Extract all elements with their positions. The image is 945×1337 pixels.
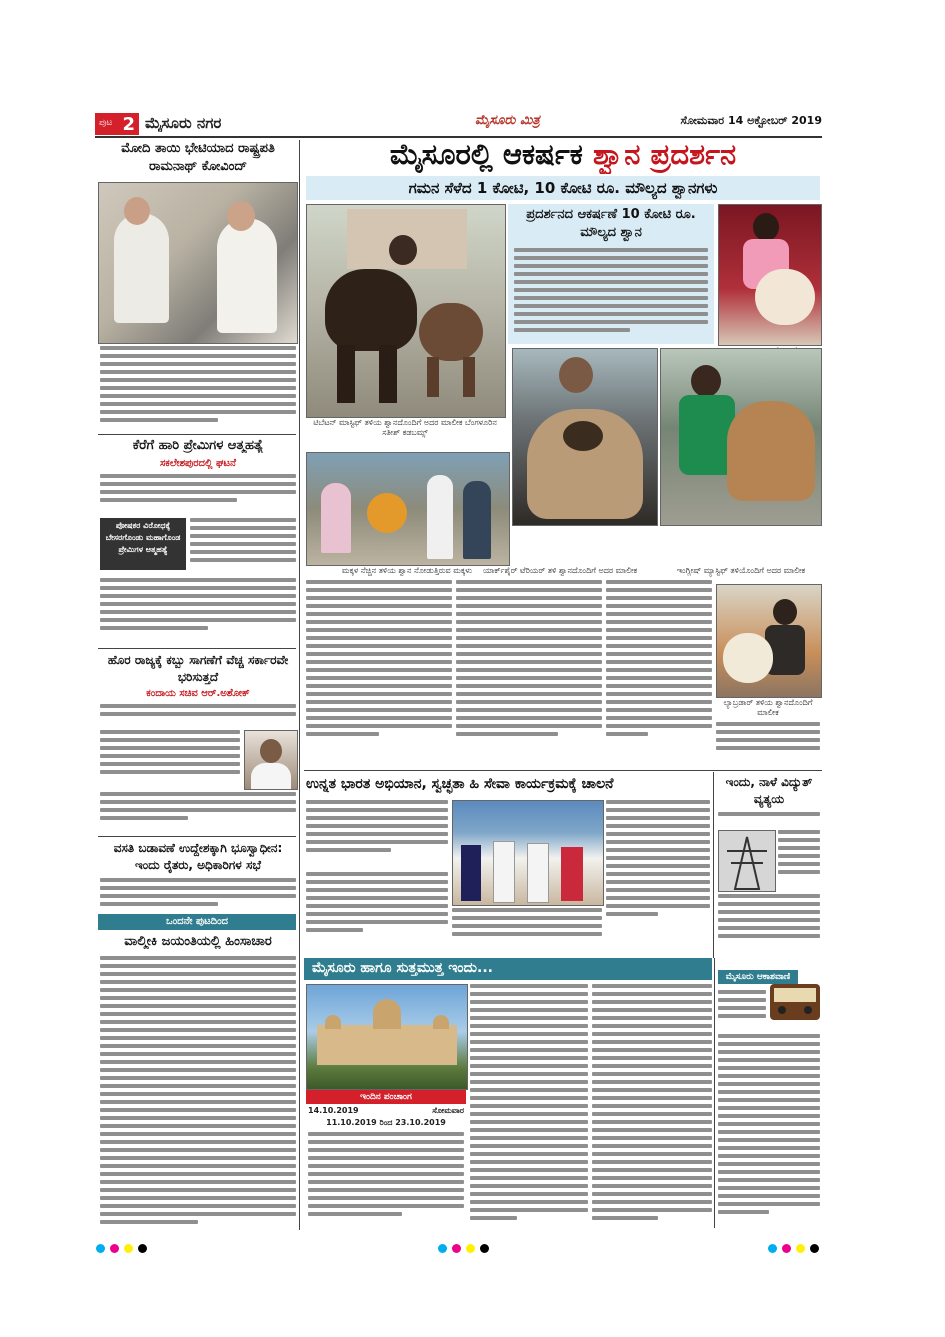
unnatha-body-col1: [306, 800, 448, 870]
lead-subheadline: [306, 176, 820, 200]
story4-headline: ವಸತಿ ಬಡಾವಣೆ ಉದ್ದೇಶಕ್ಕಾಗಿ ಭೂಸ್ವಾಧೀನ: ಇಂದು ರೈತರು, ಅಧಿಕಾರಿಗಳ ಸಭೆ: [113, 841, 283, 872]
color-marks-center: [438, 1244, 498, 1254]
panchanga-range: 11.10.2019 ರಿಂದ 23.10.2019: [326, 1118, 446, 1127]
panchanga-box: [306, 1090, 466, 1224]
story5-headline: ವಾಲ್ಮೀಕಿ ಜಯಂತಿಯಲ್ಲಿ ಹಿಂಸಾಚಾರ: [124, 934, 272, 949]
story2-body-right: [190, 518, 296, 574]
divider: [98, 434, 296, 435]
lead-headline-part2: ಶ್ವಾನ ಪ್ರದರ್ಶನ: [592, 137, 737, 171]
divider: [304, 770, 822, 771]
events-col1: [470, 984, 588, 1224]
modi-mother-photo: [98, 182, 298, 344]
story2-intro: [100, 474, 296, 514]
page-number-box: [95, 113, 139, 135]
story1-body: [100, 346, 296, 430]
ashok-photo: [244, 730, 298, 790]
panchanga-day: ಸೋಮವಾರ: [432, 1106, 464, 1115]
story2-headline: ಕೆರೆಗೆ ಹಾರಿ ಪ್ರೇಮಿಗಳ ಆತ್ಮಹತ್ಯೆ: [132, 438, 264, 453]
power-body-right: [778, 830, 820, 890]
story4-body: [100, 878, 296, 914]
info-box-headline: ಪ್ರದರ್ಶನದ ಆಕರ್ಷಣೆ 10 ಕೋಟಿ ರೂ. ಮೌಲ್ಯದ ಶ್ವಾನ: [526, 207, 696, 240]
unnatha-body-col3: [606, 800, 710, 956]
chowchow-girl-photo: [718, 204, 822, 346]
events-col2: [592, 984, 712, 1224]
lead-headline: [304, 134, 822, 174]
panchanga-title: ಇಂದಿನ ಪಂಚಾಂಗ: [306, 1090, 466, 1104]
story3-kicker: ಕಂದಾಯ ಸಚಿವ ಆರ್.ಅಶೋಕ್: [146, 688, 250, 699]
lead-headline-part1: ಮೈಸೂರಲ್ಲಿ ಆಕರ್ಷಕ: [389, 137, 583, 171]
story3-intro: [100, 704, 296, 728]
lead-body-col1: [306, 580, 452, 766]
yorkshire-photo: [512, 348, 658, 526]
column-rule: [714, 958, 715, 1228]
radio-schedule: [718, 1034, 820, 1224]
color-marks-left: [96, 1244, 156, 1254]
power-tower-photo: [718, 830, 776, 892]
tower-icon: [719, 831, 775, 891]
english-mastiff-photo: [660, 348, 822, 526]
masthead: ಮೈಸೂರು ಮಿತ್ರ: [475, 113, 540, 128]
panchanga-date: 14.10.2019: [308, 1106, 359, 1115]
unnatha-event-photo: [452, 800, 604, 906]
column-rule: [713, 772, 714, 958]
story3-body-left: [100, 730, 240, 790]
caption-mastiff: ಇಂಗ್ಲೀಷ್ ಮ್ಯಾಸ್ಟಿಫ್ ತಳಿಯೊಂದಿಗೆ ಅದರ ಮಾಲೀಕ: [676, 566, 806, 575]
palace-photo: [306, 984, 468, 1090]
city-today-title: ಮೈಸೂರು ಹಾಗೂ ಸುತ್ತಮುತ್ತ ಇಂದು...: [312, 960, 493, 976]
power-intro: [718, 812, 820, 828]
info-box-body: [514, 248, 708, 340]
radio-schedule-top: [718, 990, 766, 1030]
lead-body-col4: [716, 722, 820, 766]
page-number: 2: [122, 114, 135, 135]
power-body: [718, 894, 820, 956]
radio-icon: [770, 984, 820, 1020]
caption-main: ಟಿಬೆಟನ್ ಮಾಸ್ಟಿಫ್ ತಳಿಯ ಶ್ವಾನದೊಂದಿಗೆ ಅದರ ಮಾಲೀಕ ಬೆಂಗಳೂರಿನ ಸತೀಶ್ ಕಡಬಮ್ಸ್: [313, 418, 497, 437]
panchanga-body: [308, 1132, 464, 1224]
story2-box-text: ಪೋಷಕರ ವಿರೋಧಕ್ಕೆ ಬೇಸರಗೊಂಡು ಮಹಾಗೊಂಡ ಪ್ರೇಮಿಗಳ ಆತ್ಮಹತ್ಯೆ: [105, 521, 181, 554]
lead-body-col2: [456, 580, 602, 766]
column-rule: [299, 140, 300, 1230]
page-label: ಪುಟ: [99, 118, 113, 128]
labrador-photo: [716, 584, 822, 698]
caption-yorkshire: ಯಾರ್ಕ್‌ಶೈರ್ ಟೆರಿಯರ್ ತಳಿ ಶ್ವಾನದೊಂದಿಗೆ ಅದರ ಮಾಲೀಕ: [482, 566, 638, 575]
tibetan-mastiff-photo: [306, 204, 506, 418]
story3-body: [100, 792, 296, 832]
story3-headline: ಹೊರ ರಾಜ್ಯಕ್ಕೆ ಕಬ್ಬು ಸಾಗಣೆಗೆ ವೆಚ್ಚ ಸರ್ಕಾರವೇ ಭರಿಸುತ್ತದೆ: [107, 653, 289, 684]
section-name: ಮೈಸೂರು ನಗರ: [145, 114, 222, 132]
unnatha-body-col1b: [306, 872, 448, 956]
page-date: ಸೋಮವಾರ 14 ಅಕ್ಟೋಬರ್ 2019: [680, 114, 822, 127]
continued-bar: ಒಂದನೇ ಪುಟದಿಂದ: [98, 914, 296, 930]
divider: [98, 836, 296, 837]
divider: [98, 648, 296, 649]
radio-bar: ಮೈಸೂರು ಆಕಾಶವಾಣಿ: [718, 970, 798, 984]
story1-headline: ಮೋದಿ ತಾಯಿ ಭೇಟಿಯಾದ ರಾಷ್ಟ್ರಪತಿ ರಾಮನಾಥ್ ಕೋವಿಂದ್: [121, 141, 275, 174]
kids-photo: [306, 452, 510, 566]
story2-body: [100, 578, 296, 644]
lead-subheadline-text: ಗಮನ ಸೆಳೆದ 1 ಕೋಟಿ, 10 ಕೋಟಿ ರೂ. ಮೌಲ್ಯದ ಶ್ವಾನಗಳು: [408, 179, 718, 197]
lead-body-col3: [606, 580, 712, 766]
caption-kids: ಮಕ್ಕಳ ನೆಚ್ಚಿನ ತಳಿಯ ಶ್ವಾನ ನೋಡುತ್ತಿರುವ ಮಕ್ಕಳು: [341, 566, 473, 575]
color-marks-right: [768, 1244, 828, 1254]
unnatha-body-col2: [452, 908, 602, 956]
lead-info-box: [508, 204, 714, 344]
caption-lab: ಲ್ಯಾಬ್ರಡಾರ್ ತಳಿಯ ಶ್ವಾನದೊಂದಿಗೆ ಮಾಲೀಕ: [723, 698, 813, 717]
unnatha-headline: ಉನ್ನತ ಭಾರತ ಅಭಿಯಾನ, ಸ್ವಚ್ಛತಾ ಹಿ ಸೇವಾ ಕಾರ್ಯಕ್ರಮಕ್ಕೆ ಚಾಲನೆ: [306, 776, 614, 792]
story2-kicker: ಸಕಲೇಶಪುರದಲ್ಲಿ ಘಟನೆ: [160, 458, 236, 469]
story5-body: [100, 956, 296, 1228]
power-headline: ಇಂದು, ನಾಳೆ ವಿದ್ಯುತ್ ವ್ಯತ್ಯಯ: [725, 775, 813, 806]
city-today-bar: [304, 958, 712, 980]
story2-box: [100, 518, 186, 570]
